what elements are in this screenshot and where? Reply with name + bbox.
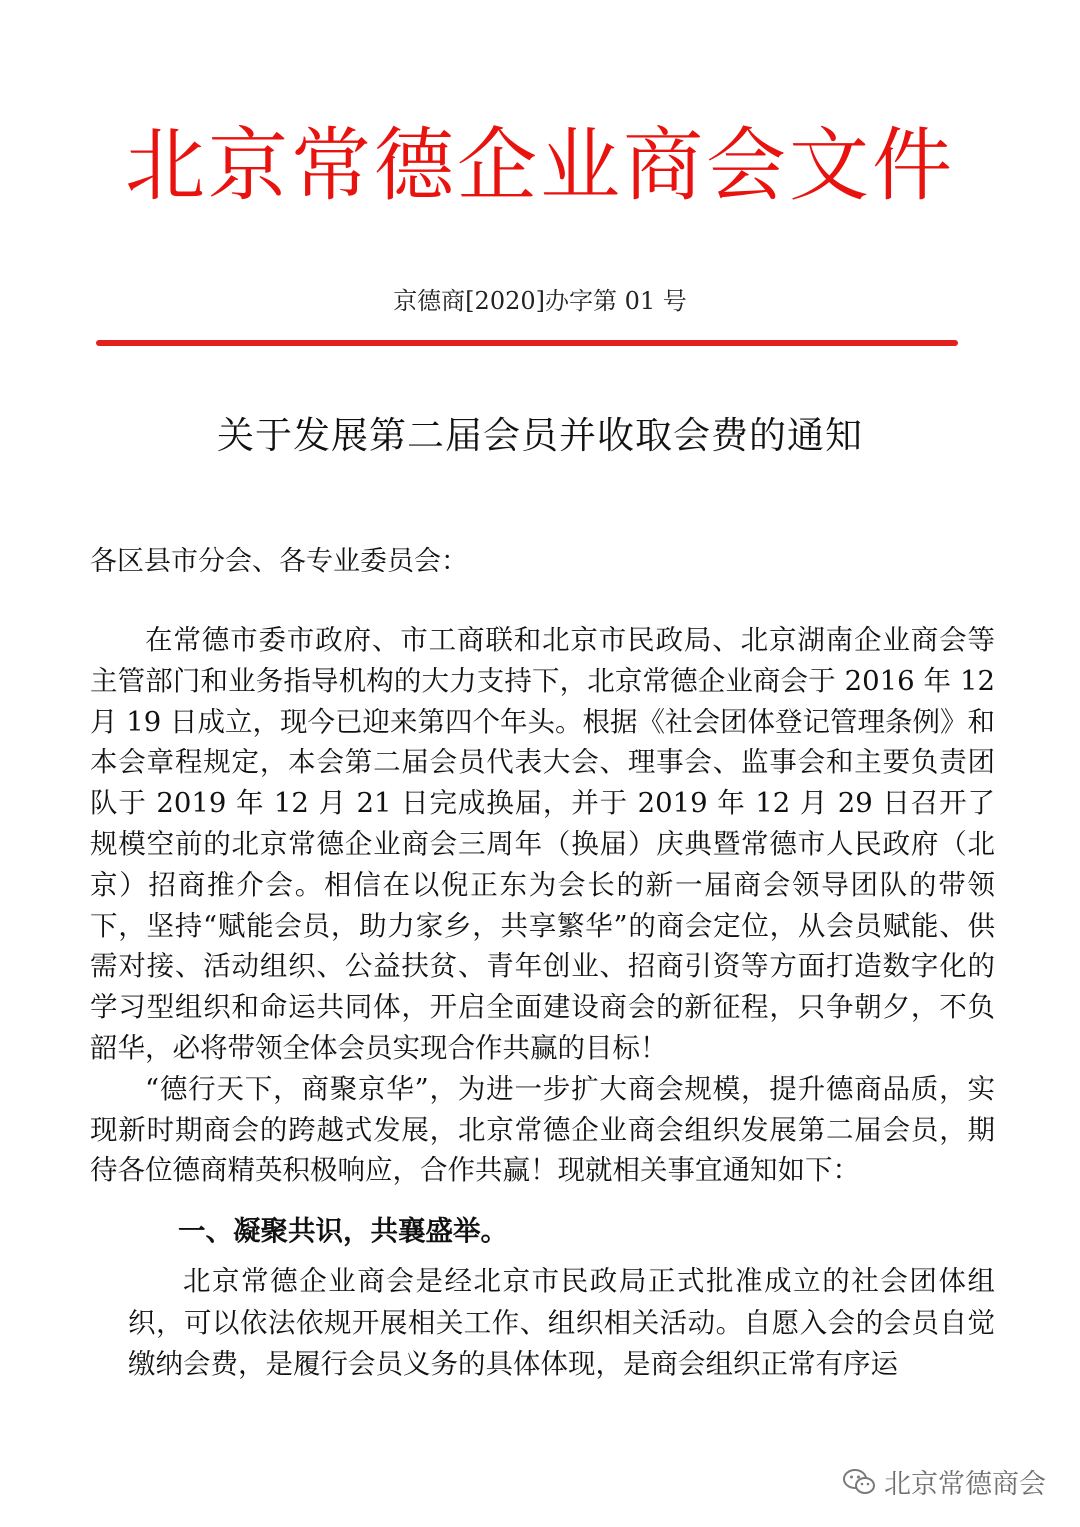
watermark-label: 北京常德商会 [884,1469,1046,1500]
wechat-icon [842,1468,876,1496]
body-paragraph: “德行天下，商聚京华”，为进一步扩大商会规模，提升德商品质，实现新时期商会的跨越式发展，北京常德企业商会组织发展第二届会员，期待各位德商精英积极响应，合作共赢！现就相关事宜通知如下： [90,1072,995,1187]
notice-body [90,620,995,1191]
document-number: 京德商[2020]办字第 01 号 [393,287,687,315]
section-paragraph: 北京常德企业商会是经北京市民政局正式批准成立的社会团体组织，可以依法依规开展相关工作、组织相关活动。自愿入会的会员自觉缴纳会费，是履行会员义务的具体体现，是商会组织正常有序运 [128,1265,995,1380]
section-heading: 一、凝聚共识，共襄盛举。 [178,1215,508,1247]
body-paragraph: 在常德市委市政府、市工商联和北京市民政局、北京湖南企业商会等主管部门和业务指导机构的大力支持下，北京常德企业商会于 2016 年 12 月 19 日成立，现今已迎来第四个年头。根据《社会团体登记管理条例》和本会章程规定，本会第二届会员代表大会、理事会、监事会和主要负责团队于 2019 年 12 月 21 日完成换届，并于 2019 年 12 月 29 日召开了规模空前的北京常德企业商会三周年（换届）庆典暨常德市人民政府（北京）招商推介会。相信在以倪正东为会长的新一届商会领导团队的带领下，坚持“赋能会员，助力家乡，共享繁华”的商会定位，从会员赋能、供需对接、活动组织、公益扶贫、青年创业、招商引资等方面打造数字化的学习型组织和命运共同体，开启全面建设商会的新征程，只争朝夕，不负韶华，必将带领全体会员实现合作共赢的目标！ [90,624,995,1064]
notice-title: 关于发展第二届会员并收取会费的通知 [217,414,863,457]
salutation: 各区县市分会、各专业委员会： [90,546,468,577]
header-divider [96,340,958,346]
watermark [842,1462,1046,1501]
section-body [128,1261,995,1386]
document-header-title: 北京常德企业商会文件 [125,119,955,212]
